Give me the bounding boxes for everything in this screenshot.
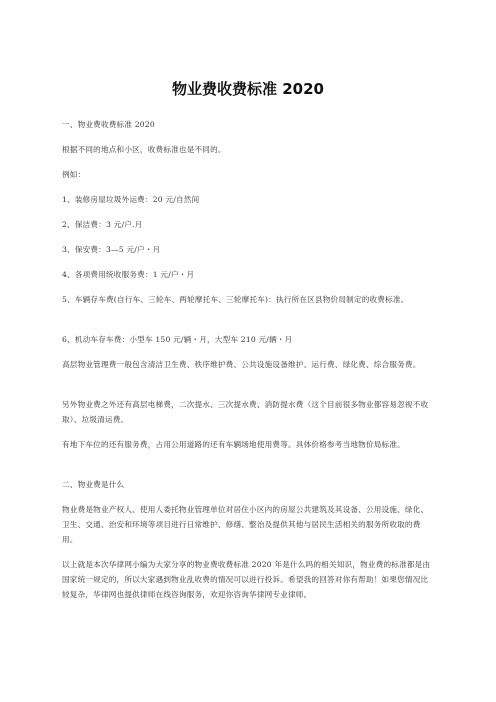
section-heading-1: 一、物业费收费标准 2020 [62, 120, 155, 129]
list-item: 6、机动车存车费：小型车 150 元/辆・月，大型车 210 元/辆・月 [62, 335, 293, 344]
list-item: 3、保安费：3—5 元/户・月 [62, 245, 161, 254]
paragraph: 以上就是本次华律网小编为大家分享的物业费收费标准 2020 年是什么吗的相关知识，物业费的标准都是由国家统一规定的，所以大家遇到物业乱收费的情况可以进行投诉。希望我的回答对你有帮助！如果您情况比较复杂，华律网也提供律师在线咨询服务，欢迎你咨询华律网专业律师。 [62, 560, 431, 599]
list-item: 1、装修房屋垃圾外运费：20 元/自然间 [62, 195, 200, 204]
paragraph: 另外物业费之外还有高层电梯费，二次提水、三次提水费、消防提水费（这个目前很多物业都容易忽视不收取）、垃圾清运费。 [62, 400, 429, 424]
document-title: 物业费收费标准 2020 [172, 80, 324, 98]
list-item: 2、保洁费：3 元/户.月 [62, 220, 143, 229]
list-item: 5、车辆存车费(自行车、三轮车、两轮摩托车、三轮摩托车)：执行所在区县物价局制定的收费标准。 [62, 295, 409, 304]
paragraph: 高层物业管理费一般包含清洁卫生费、秩序维护费、公共设施设备维护、运行费、绿化费、综合服务费。 [62, 360, 421, 369]
paragraph: 物业费是物业产权人、使用人委托物业管理单位对居住小区内的房屋公共建筑及其设备、公用设施、绿化、卫生、交通、治安和环境等项目进行日常维护、修缮、整治及提供其他与居民生活相关的服务所收取的费用。 [62, 505, 429, 544]
list-item: 4、各项费用统收服务费：1 元/户・月 [62, 270, 195, 279]
paragraph: 例如： [62, 170, 86, 179]
paragraph: 根据不同的地点和小区，收费标准也是不同的。 [62, 145, 226, 154]
section-heading-2: 二、物业费是什么 [62, 480, 125, 489]
paragraph: 有地下车位的还有服务费，占用公用道路的还有车辆场地使用费等。具体价格参考当地物价局标准。 [62, 440, 405, 449]
